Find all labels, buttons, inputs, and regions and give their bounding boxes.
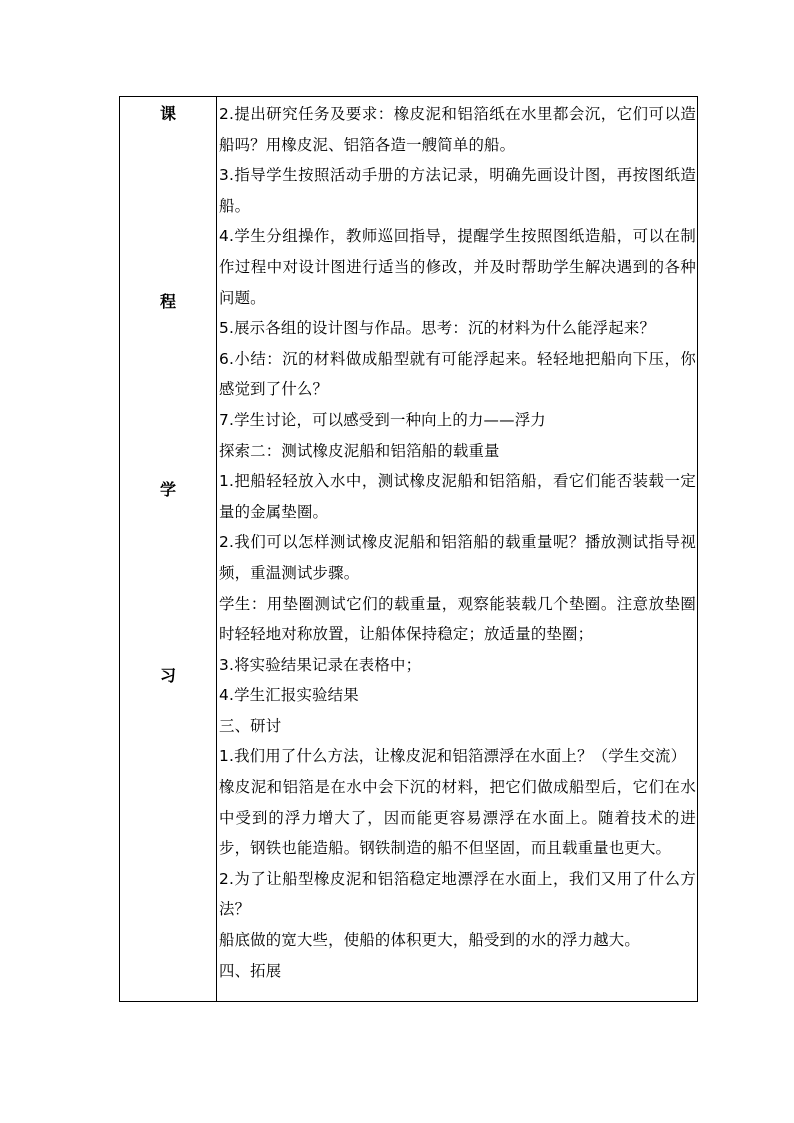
paragraph-group-work: 4.学生分组操作，教师巡回指导，提醒学生按照图纸造船，可以在制作过程中对设计图进行适当的修改，并及时帮助学生解决遇到的各种问题。 xyxy=(219,227,696,307)
paragraph-report-results: 4.学生汇报实验结果 xyxy=(219,686,359,705)
lesson-row xyxy=(120,97,698,1002)
side-label-cell xyxy=(120,97,217,1002)
side-label-char-2: 程 xyxy=(159,292,176,311)
section-heading-discussion: 三、研讨 xyxy=(219,716,282,735)
side-label-char-4: 习 xyxy=(159,666,176,685)
section-heading-extension: 四、拓展 xyxy=(219,961,282,980)
side-label-char-1: 课 xyxy=(159,104,176,123)
paragraph-question-1: 1.我们用了什么方法，让橡皮泥和铝箔漂浮在水面上？（学生交流） xyxy=(219,747,687,766)
paragraph-answer-2: 船底做的宽大些，使船的体积更大，船受到的水的浮力越大。 xyxy=(219,931,640,950)
paragraph-summary: 6.小结：沉的材料做成船型就有可能浮起来。轻轻地把船向下压，你感觉到了什么？ xyxy=(219,349,696,399)
lesson-table xyxy=(119,96,698,1002)
paragraph-discussion: 7.学生讨论，可以感受到一种向上的力——浮力 xyxy=(219,410,546,429)
paragraph-test-step-2: 2.我们可以怎样测试橡皮泥船和铝箔船的载重量呢？播放测试指导视频，重温测试步骤。 xyxy=(219,533,696,582)
paragraph-record-results: 3.将实验结果记录在表格中； xyxy=(219,655,422,674)
content-cell xyxy=(217,97,698,1002)
paragraph-student-note: 学生：用垫圈测试它们的载重量，观察能装载几个垫圈。注意放垫圈时轻轻地对称放置，让船体保持稳定；放适量的垫圈； xyxy=(219,594,696,644)
side-label-char-3: 学 xyxy=(159,480,176,499)
paragraph-explore-two: 探索二：测试橡皮泥船和铝箔船的载重量 xyxy=(219,441,500,460)
paragraph-question-2: 2.为了让船型橡皮泥和铝箔稳定地漂浮在水面上，我们又用了什么方法？ xyxy=(219,869,696,919)
content-body xyxy=(217,97,697,986)
paragraph-test-step-1: 1.把船轻轻放入水中，测试橡皮泥船和铝箔船，看它们能否装载一定量的金属垫圈。 xyxy=(219,472,696,521)
paragraph-task: 2.提出研究任务及要求：橡皮泥和铝箔纸在水里都会沉，它们可以造船吗？用橡皮泥、铝箔各造一艘简单的船。 xyxy=(219,105,696,154)
paragraph-answer-1: 橡皮泥和铝箔是在水中会下沉的材料，把它们做成船型后，它们在水中受到的浮力增大了，因而能更容易漂浮在水面上。随着技术的进步，钢铁也能造船。钢铁制造的船不但坚固，而且载重量也更大。 xyxy=(219,778,696,858)
paragraph-show-work: 5.展示各组的设计图与作品。思考：沉的材料为什么能浮起来？ xyxy=(219,319,656,338)
paragraph-guide-record: 3.指导学生按照活动手册的方法记录，明确先画设计图，再按图纸造船。 xyxy=(219,166,696,215)
